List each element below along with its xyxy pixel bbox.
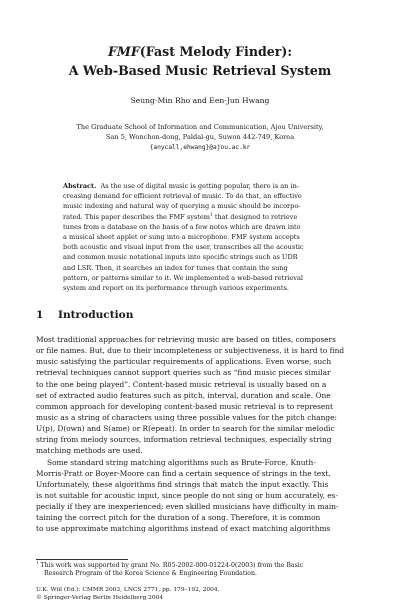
paper-title-line-2: A Web-Based Music Retrieval System <box>68 63 332 78</box>
copyright-line: © Springer-Verlag Berlin Heidelberg 2004 <box>36 595 164 601</box>
body-line: music satisfying the particular requirements of applications. Even worse, such <box>36 357 332 367</box>
title-line-1-rest: (Fast Melody Finder): <box>139 44 293 59</box>
abstract-line: creasing demand for efficient retrieval of music. To do that, an effective <box>63 192 302 201</box>
abstract-line: music indexing and natural way of querying a music should be incorpo- <box>63 202 301 211</box>
footnote-marker: 1 <box>210 212 213 218</box>
footnote <box>36 559 366 579</box>
body-line: U(p), D(own) and S(ame) or R(epeat). In order to search for the similar melodic <box>36 424 335 434</box>
body-line: matching methods are used. <box>36 446 143 456</box>
body-line: Morris-Pratt or Boyer-Moore can find a certain sequence of strings in the text. <box>36 468 331 478</box>
section-heading <box>36 309 133 321</box>
body-line: is not suitable for acoustic input, since people do not sing or hum accurately, es- <box>36 490 338 500</box>
abstract-line: pattern, or patterns similar to it. We implemented a web-based retrieval <box>63 273 303 282</box>
body-line: to use approximate matching algorithms instead of exact matching algorithms <box>36 524 331 534</box>
section-title: Introduction <box>58 309 134 321</box>
footnote-line-1: This work was supported by grant No. R05-2002-000-01224-0(2003) from the Basic <box>40 562 304 569</box>
abstract-line: and common music notational inputs into specific strings such as UDR <box>63 253 298 262</box>
abstract-line: rated. This paper describes the FMF system <box>63 212 211 221</box>
body-line: Some standard string matching algorithms such as Brute-Force, Knuth- <box>47 457 316 467</box>
body-line: pecially if they are inexperienced; even skilled musicians have difficulty in main- <box>36 502 339 512</box>
body-line: common approach for developing content-based music retrieval is to represent <box>36 401 334 411</box>
abstract-line: both acoustic and visual input from the user, transcribes all the acoustic <box>63 243 304 252</box>
footnote-rule <box>36 559 128 560</box>
body-line: Most traditional approaches for retrieving music are based on titles, composers <box>36 335 336 344</box>
body-line: string from melody sources, information retrieval techniques, especially string <box>36 435 332 445</box>
citation-line: U.K. Wiil (Ed.): CMMR 2003, LNCS 2771, pp. 179–192, 2004. <box>36 587 220 593</box>
paper-title-line-1 <box>0 43 400 60</box>
authors: Seung-Min Rho and Een-Jun Hwang <box>130 96 270 105</box>
body-line: or file names. But, due to their incompleteness or subjectiveness, it is hard to find <box>36 346 345 356</box>
body-line: Unfortunately, these algorithms find strings that match the input exactly. This <box>36 479 329 489</box>
body-line: to the one being played”. Content-based music retrieval is usually based on a <box>36 379 327 389</box>
affiliation-line-1: The Graduate School of Information and Communication, Ajou University, <box>76 123 324 131</box>
abstract-line: As the use of digital music is getting popular, there is an in- <box>100 182 300 190</box>
abstract-line: tunes from a database on the basis of a few notes which are drawn into <box>63 222 301 231</box>
abstract-line: a musical sheet applet or sung into a microphone. FMF system accepts <box>63 233 300 242</box>
affiliation <box>40 122 360 153</box>
body-line: taining the correct pitch for the duration of a song. Therefore, it is common <box>36 513 321 523</box>
abstract-line: that designed to retrieve <box>214 212 298 221</box>
abstract-line: and LSR. Then, it searches an index for tunes that contain the sung <box>63 263 288 272</box>
section-number: 1 <box>36 309 44 321</box>
abstract-line: system and report on its performance through various experiments. <box>63 284 289 293</box>
footnote-line-2: Research Program of the Korea Science & Engineering Foundation. <box>44 570 257 578</box>
body-line: retrieval techniques cannot support queries such as “find music pieces similar <box>36 368 331 378</box>
publication-info <box>36 586 366 602</box>
body-line: set of extracted audio features such as pitch, interval, duration and scale. One <box>36 390 331 400</box>
footnote-number: 1 <box>36 559 39 565</box>
author-email: {anycall,ehwang}@ajou.ac.kr <box>149 143 251 151</box>
abstract <box>63 181 337 293</box>
title-acronym: FMF <box>107 44 140 59</box>
abstract-label: Abstract. <box>63 182 97 190</box>
body-text <box>36 334 366 535</box>
affiliation-line-2: San 5, Wonchon-dong, Paldal-gu, Suwon 442-749, Korea <box>105 133 295 142</box>
body-line: music as a string of characters using three possible values for the pitch change: <box>36 412 337 422</box>
